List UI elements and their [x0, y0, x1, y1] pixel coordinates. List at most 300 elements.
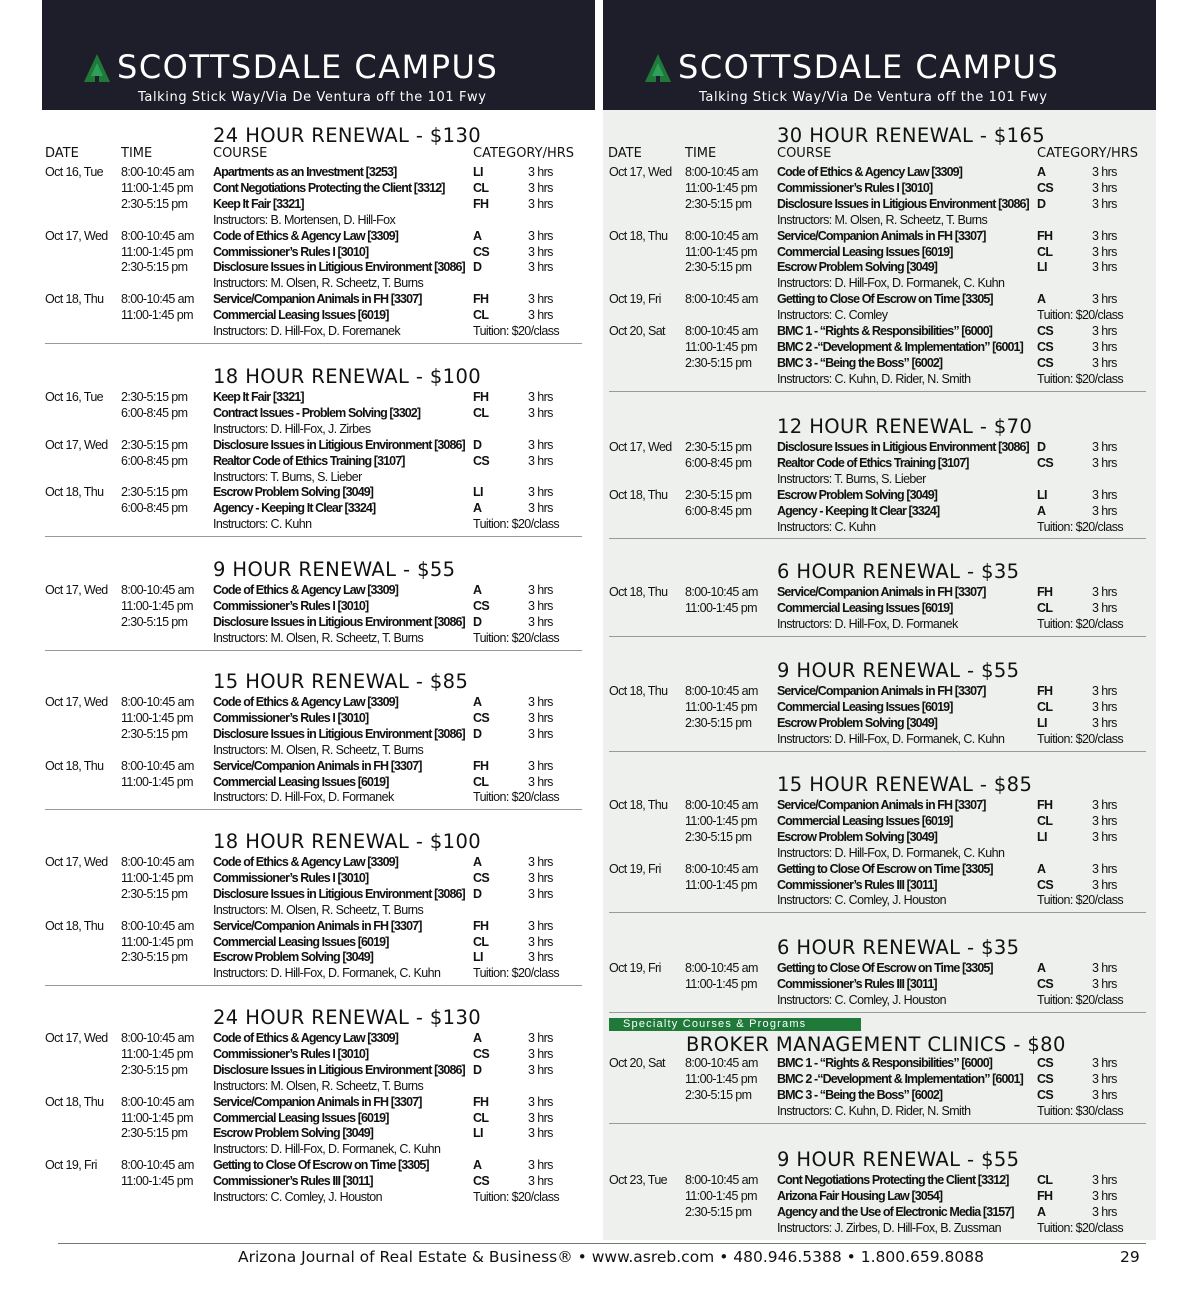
category-cell: CL — [473, 180, 489, 195]
course-row — [42, 405, 582, 421]
instructors-cell: Instructors: T. Burns, S. Lieber — [777, 471, 926, 486]
hours-cell: 3 hrs — [1092, 292, 1117, 307]
category-cell: CL — [473, 405, 489, 420]
time-cell: 2:30-5:15 pm — [121, 1126, 188, 1141]
date-cell: Oct 18, Thu — [45, 292, 104, 307]
date-cell: Oct 17, Wed — [45, 583, 108, 597]
instructors-cell: Instructors: C. Kuhn, D. Rider, N. Smith — [777, 371, 971, 386]
category-cell: CL — [473, 774, 489, 789]
hours-cell: 3 hrs — [528, 855, 553, 869]
time-cell: 8:00-10:45 am — [685, 684, 758, 698]
time-cell: 11:00-1:45 pm — [121, 1046, 193, 1061]
time-cell: 2:30-5:15 pm — [121, 950, 188, 965]
category-cell: FH — [473, 918, 489, 933]
category-cell: CL — [473, 934, 489, 949]
category-cell: LI — [1037, 260, 1047, 275]
instructors-row — [42, 630, 582, 646]
course-row — [606, 715, 1146, 731]
course-cell: Disclosure Issues in Litigious Environment [3086] — [213, 1062, 465, 1077]
course-row — [42, 1125, 582, 1141]
hours-cell: 3 hrs — [1092, 228, 1117, 243]
hours-cell: 3 hrs — [1092, 324, 1117, 338]
course-row — [606, 439, 1146, 455]
category-cell: D — [473, 726, 482, 741]
hours-cell: 3 hrs — [528, 196, 553, 211]
category-cell: CS — [1037, 877, 1054, 892]
section-title: 12 HOUR RENEWAL - $70 — [777, 415, 1033, 438]
course-row — [606, 455, 1146, 471]
section-divider — [609, 912, 1146, 913]
course-cell: Getting to Close Of Escrow on Time [3305] — [213, 1158, 429, 1173]
course-row — [606, 1204, 1146, 1220]
section-divider — [609, 1123, 1146, 1124]
footer-divider — [58, 1243, 1146, 1244]
campus-subtitle: Talking Stick Way/Via De Ventura off the 101 Fwy — [138, 90, 487, 105]
course-cell: Commissioner’s Rules III [3011] — [213, 1174, 373, 1189]
hours-cell: 3 hrs — [528, 1174, 553, 1189]
time-cell: 2:30-5:15 pm — [685, 715, 752, 730]
course-cell: BMC 3 - “Being the Boss” [6002] — [777, 1087, 943, 1102]
tuition-cell: Tuition: $20/class — [1037, 616, 1124, 631]
course-cell: Code of Ethics & Agency Law [3309] — [213, 1031, 398, 1045]
category-cell: CS — [1037, 324, 1054, 338]
course-row — [42, 453, 582, 469]
time-cell: 11:00-1:45 pm — [121, 1110, 193, 1125]
time-cell: 11:00-1:45 pm — [685, 1188, 757, 1203]
time-cell: 2:30-5:15 pm — [685, 1087, 752, 1102]
date-cell: Oct 18, Thu — [609, 798, 668, 812]
category-cell: LI — [473, 950, 483, 965]
hours-cell: 3 hrs — [528, 1126, 553, 1141]
course-cell: Cont Negotiations Protecting the Client [3312] — [777, 1173, 1009, 1187]
instructors-row — [42, 421, 582, 437]
date-cell: Oct 17, Wed — [609, 440, 672, 454]
specialty-courses-banner: Specialty Courses & Programs — [609, 1018, 861, 1031]
instructors-cell: Instructors: D. Hill-Fox, D. Formanek — [213, 790, 394, 805]
tuition-cell: Tuition: $20/class — [1037, 371, 1124, 386]
instructors-cell: Instructors: D. Hill-Fox, D. Formanek — [777, 616, 958, 631]
course-row — [606, 683, 1146, 699]
instructors-row — [42, 742, 582, 758]
page-number: 29 — [1120, 1248, 1140, 1266]
date-cell: Oct 18, Thu — [609, 487, 668, 502]
hours-cell: 3 hrs — [528, 774, 553, 789]
time-cell: 6:00-8:45 pm — [121, 453, 188, 468]
course-cell: Commercial Leasing Issues [6019] — [777, 699, 953, 714]
time-cell: 8:00-10:45 am — [121, 228, 194, 243]
category-cell: CS — [473, 710, 490, 725]
category-cell: CS — [1037, 976, 1054, 991]
course-row — [606, 180, 1146, 196]
time-cell: 2:30-5:15 pm — [121, 390, 188, 404]
instructors-cell: Instructors: M. Olsen, R. Scheetz, T. Burns — [213, 630, 424, 645]
course-row — [606, 259, 1146, 275]
category-cell: D — [1037, 440, 1046, 454]
hours-cell: 3 hrs — [528, 292, 553, 307]
course-cell: Code of Ethics & Agency Law [3309] — [213, 583, 398, 597]
course-cell: Commercial Leasing Issues [6019] — [213, 774, 389, 789]
course-cell: Service/Companion Animals in FH [3307] — [777, 684, 986, 698]
course-row — [42, 758, 582, 774]
time-cell: 2:30-5:15 pm — [121, 614, 188, 629]
date-cell: Oct 17, Wed — [45, 695, 108, 709]
hours-cell: 3 hrs — [528, 501, 553, 516]
hours-cell: 3 hrs — [528, 583, 553, 597]
instructors-row — [42, 789, 582, 805]
instructors-row — [42, 516, 582, 532]
date-column-header: DATE — [608, 146, 642, 161]
hours-cell: 3 hrs — [528, 1110, 553, 1125]
category-cell: CS — [1037, 1087, 1054, 1102]
time-cell: 11:00-1:45 pm — [685, 699, 757, 714]
category-cell: CS — [1037, 1056, 1054, 1070]
course-cell: Disclosure Issues in Litigious Environment [3086] — [213, 614, 465, 629]
course-cell: Arizona Fair Housing Law [3054] — [777, 1188, 943, 1203]
hours-cell: 3 hrs — [1092, 715, 1117, 730]
category-cell: FH — [473, 292, 489, 307]
instructors-row — [606, 371, 1146, 387]
category-cell: CL — [1037, 813, 1053, 828]
course-cell: Commercial Leasing Issues [6019] — [213, 308, 389, 323]
date-cell: Oct 19, Fri — [45, 1158, 97, 1173]
course-row — [42, 614, 582, 630]
time-cell: 2:30-5:15 pm — [121, 196, 188, 211]
hours-cell: 3 hrs — [528, 260, 553, 275]
date-column-header: DATE — [45, 146, 79, 161]
time-cell: 11:00-1:45 pm — [121, 710, 193, 725]
hours-cell: 3 hrs — [1092, 699, 1117, 714]
instructors-row — [606, 992, 1146, 1008]
instructors-row — [42, 212, 582, 228]
hours-cell: 3 hrs — [528, 710, 553, 725]
hours-cell: 3 hrs — [528, 598, 553, 613]
instructors-row — [42, 275, 582, 291]
course-column-header: COURSE — [213, 146, 268, 161]
course-cell: Service/Companion Animals in FH [3307] — [777, 585, 986, 599]
campus-title: SCOTTSDALE CAMPUS — [678, 48, 1060, 86]
instructors-cell: Instructors: M. Olsen, R. Scheetz, T. Burns — [213, 902, 424, 917]
instructors-cell: Instructors: C. Comley, J. Houston — [777, 893, 947, 908]
course-cell: Contract Issues - Problem Solving [3302] — [213, 405, 421, 420]
course-cell: Escrow Problem Solving [3049] — [777, 487, 938, 502]
course-row — [42, 389, 582, 405]
category-cell: FH — [473, 758, 489, 773]
category-cell: D — [473, 886, 482, 901]
section-title: 24 HOUR RENEWAL - $130 — [213, 124, 482, 147]
instructors-cell: Instructors: C. Kuhn, D. Rider, N. Smith — [777, 1103, 971, 1118]
course-cell: Realtor Code of Ethics Training [3107] — [777, 455, 969, 470]
instructors-cell: Instructors: C. Comley — [777, 308, 888, 323]
course-cell: Commissioner’s Rules I [3010] — [213, 244, 369, 259]
course-cell: Commissioner’s Rules I [3010] — [213, 1046, 369, 1061]
course-row — [606, 813, 1146, 829]
category-cell: CS — [473, 453, 490, 468]
section-divider — [45, 536, 582, 537]
category-cell: LI — [1037, 829, 1047, 844]
course-row — [42, 291, 582, 307]
course-cell: Escrow Problem Solving [3049] — [777, 260, 938, 275]
hours-cell: 3 hrs — [1092, 1056, 1117, 1070]
course-cell: Commercial Leasing Issues [6019] — [777, 600, 953, 615]
course-row — [606, 291, 1146, 307]
course-cell: Commissioner’s Rules III [3011] — [777, 976, 937, 991]
hours-cell: 3 hrs — [1092, 1188, 1117, 1203]
instructors-row — [606, 275, 1146, 291]
course-cell: Disclosure Issues in Litigious Environment [3086] — [213, 726, 465, 741]
hours-cell: 3 hrs — [528, 228, 553, 243]
instructors-row — [606, 471, 1146, 487]
instructors-row — [606, 1220, 1146, 1236]
section-title: 6 HOUR RENEWAL - $35 — [777, 560, 1020, 583]
instructors-row — [606, 892, 1146, 908]
category-cell: A — [1037, 165, 1046, 179]
time-cell: 8:00-10:45 am — [121, 165, 194, 179]
tuition-cell: Tuition: $20/class — [1037, 731, 1124, 746]
hours-cell: 3 hrs — [1092, 440, 1117, 454]
course-cell: Commissioner’s Rules I [3010] — [213, 598, 369, 613]
category-cell: LI — [473, 1126, 483, 1141]
campus-subtitle: Talking Stick Way/Via De Ventura off the 101 Fwy — [699, 90, 1048, 105]
course-row — [606, 1087, 1146, 1103]
category-cell: CS — [473, 244, 490, 259]
time-cell: 2:30-5:15 pm — [685, 260, 752, 275]
course-row — [606, 797, 1146, 813]
hours-cell: 3 hrs — [1092, 455, 1117, 470]
course-row — [42, 886, 582, 902]
time-cell: 2:30-5:15 pm — [685, 440, 752, 454]
category-cell: A — [473, 695, 482, 709]
footer-text: Arizona Journal of Real Estate & Business® • www.asreb.com • 480.946.5388 • 1.800.659.8088 — [238, 1248, 985, 1266]
course-row — [42, 598, 582, 614]
section-divider — [45, 650, 582, 651]
time-cell: 8:00-10:45 am — [685, 1173, 758, 1187]
instructors-cell: Instructors: C. Comley, J. Houston — [213, 1190, 383, 1204]
instructors-row — [42, 323, 582, 339]
date-cell: Oct 19, Fri — [609, 961, 661, 975]
category-cell: LI — [473, 165, 483, 179]
hours-cell: 3 hrs — [528, 870, 553, 885]
time-cell: 6:00-8:45 pm — [685, 503, 752, 518]
hours-cell: 3 hrs — [1092, 1204, 1117, 1219]
course-cell: Escrow Problem Solving [3049] — [213, 1126, 374, 1141]
time-cell: 6:00-8:45 pm — [685, 455, 752, 470]
course-cell: Getting to Close Of Escrow on Time [3305] — [777, 292, 993, 307]
time-cell: 11:00-1:45 pm — [121, 1174, 193, 1189]
category-cell: D — [473, 1062, 482, 1077]
category-cell: A — [1037, 961, 1046, 975]
hours-cell: 3 hrs — [1092, 877, 1117, 892]
course-cell: Code of Ethics & Agency Law [3309] — [213, 695, 398, 709]
course-cell: Getting to Close Of Escrow on Time [3305] — [777, 861, 993, 876]
section-divider — [609, 1012, 1146, 1013]
date-cell: Oct 18, Thu — [45, 918, 104, 933]
instructors-row — [606, 307, 1146, 323]
category-cell: FH — [1037, 1188, 1053, 1203]
course-cell: Disclosure Issues in Litigious Environment [3086] — [213, 260, 465, 275]
course-cell: Agency - Keeping It Clear [3324] — [777, 503, 940, 518]
instructors-row — [42, 1078, 582, 1094]
section-title: 15 HOUR RENEWAL - $85 — [777, 773, 1033, 796]
category-cell: CL — [1037, 244, 1053, 259]
section-title: 30 HOUR RENEWAL - $165 — [777, 124, 1046, 147]
instructors-cell: Instructors: B. Mortensen, D. Hill-Fox — [213, 212, 396, 227]
course-cell: Code of Ethics & Agency Law [3309] — [213, 855, 398, 869]
time-cell: 8:00-10:45 am — [121, 695, 194, 709]
time-cell: 8:00-10:45 am — [121, 1031, 194, 1045]
course-cell: Service/Companion Animals in FH [3307] — [213, 1094, 422, 1109]
category-column-header: CATEGORY/HRS — [1037, 146, 1139, 161]
section-title: 24 HOUR RENEWAL - $130 — [213, 1006, 482, 1029]
hours-cell: 3 hrs — [528, 405, 553, 420]
section-divider — [609, 636, 1146, 637]
course-row — [42, 228, 582, 244]
instructors-cell: Instructors: D. Hill-Fox, D. Formanek, C. Kuhn — [777, 731, 1005, 746]
date-cell: Oct 17, Wed — [45, 855, 108, 869]
course-row — [606, 1071, 1146, 1087]
course-cell: Commissioner’s Rules I [3010] — [213, 870, 369, 885]
time-cell: 11:00-1:45 pm — [685, 877, 757, 892]
section-divider — [45, 985, 582, 986]
hours-cell: 3 hrs — [1092, 487, 1117, 502]
category-cell: CL — [473, 1110, 489, 1125]
course-cell: Keep It Fair [3321] — [213, 196, 304, 211]
course-cell: Agency - Keeping It Clear [3324] — [213, 501, 376, 516]
course-cell: Agency and the Use of Electronic Media [3157] — [777, 1204, 1014, 1219]
tuition-cell: Tuition: $20/class — [473, 790, 560, 805]
course-row — [606, 584, 1146, 600]
course-cell: Commissioner’s Rules I [3010] — [213, 710, 369, 725]
category-cell: FH — [1037, 684, 1053, 698]
course-row — [42, 484, 582, 500]
course-cell: Code of Ethics & Agency Law [3309] — [213, 228, 398, 243]
course-row — [42, 870, 582, 886]
left-column — [42, 0, 595, 1204]
instructors-cell: Instructors: D. Hill-Fox, D. Formanek, C. Kuhn — [777, 276, 1005, 291]
course-cell: Commercial Leasing Issues [6019] — [213, 1110, 389, 1125]
instructors-cell: Instructors: C. Comley, J. Houston — [777, 992, 947, 1007]
tuition-cell: Tuition: $20/class — [473, 324, 560, 338]
section-divider — [45, 343, 582, 344]
course-row — [42, 854, 582, 870]
instructors-row — [606, 519, 1146, 535]
time-cell: 11:00-1:45 pm — [121, 244, 193, 259]
section-title: 18 HOUR RENEWAL - $100 — [213, 365, 482, 388]
course-cell: Commissioner’s Rules III [3011] — [777, 877, 937, 892]
hours-cell: 3 hrs — [1092, 244, 1117, 259]
instructors-cell: Instructors: D. Hill-Fox, D. Formanek, C. Kuhn — [777, 845, 1005, 860]
hours-cell: 3 hrs — [1092, 961, 1117, 975]
course-row — [606, 487, 1146, 503]
date-cell: Oct 18, Thu — [609, 684, 668, 698]
course-cell: BMC 1 - “Rights & Responsibilities” [6000] — [777, 1056, 993, 1070]
category-cell: A — [473, 228, 482, 243]
hours-cell: 3 hrs — [528, 1046, 553, 1061]
time-cell: 8:00-10:45 am — [121, 855, 194, 869]
section-divider — [609, 538, 1146, 539]
date-cell: Oct 23, Tue — [609, 1173, 668, 1187]
date-cell: Oct 17, Wed — [609, 165, 672, 179]
course-row — [42, 934, 582, 950]
category-cell: D — [473, 437, 482, 452]
hours-cell: 3 hrs — [528, 1031, 553, 1045]
category-cell: CS — [1037, 455, 1054, 470]
time-cell: 8:00-10:45 am — [121, 583, 194, 597]
section-title: 9 HOUR RENEWAL - $55 — [777, 659, 1020, 682]
course-cell: Realtor Code of Ethics Training [3107] — [213, 453, 405, 468]
section-title: 9 HOUR RENEWAL - $55 — [213, 558, 456, 581]
hours-cell: 3 hrs — [528, 1094, 553, 1109]
hours-cell: 3 hrs — [1092, 165, 1117, 179]
instructors-row — [606, 1103, 1146, 1119]
course-row — [42, 180, 582, 196]
hours-cell: 3 hrs — [1092, 196, 1117, 211]
time-cell: 2:30-5:15 pm — [121, 485, 188, 500]
course-row — [42, 244, 582, 260]
course-row — [606, 503, 1146, 519]
course-row — [606, 976, 1146, 992]
hours-cell: 3 hrs — [528, 950, 553, 965]
date-cell: Oct 18, Thu — [45, 485, 104, 500]
course-row — [606, 1188, 1146, 1204]
hours-cell: 3 hrs — [528, 390, 553, 404]
category-cell: CL — [1037, 699, 1053, 714]
course-cell: Service/Companion Animals in FH [3307] — [213, 918, 422, 933]
instructors-cell: Instructors: T. Burns, S. Lieber — [213, 469, 362, 484]
hours-cell: 3 hrs — [528, 886, 553, 901]
category-cell: CS — [1037, 1071, 1054, 1086]
course-row — [42, 164, 582, 180]
time-cell: 6:00-8:45 pm — [121, 501, 188, 516]
section-title: BROKER MANAGEMENT CLINICS - $80 — [686, 1033, 1066, 1056]
date-cell: Oct 17, Wed — [45, 228, 108, 243]
hours-cell: 3 hrs — [528, 437, 553, 452]
time-cell: 11:00-1:45 pm — [121, 870, 193, 885]
hours-cell: 3 hrs — [528, 308, 553, 323]
course-row — [42, 582, 582, 598]
instructors-cell: Instructors: D. Hill-Fox, D. Formanek, C. Kuhn — [213, 1142, 441, 1157]
time-cell: 11:00-1:45 pm — [685, 1071, 757, 1086]
category-cell: CS — [473, 598, 490, 613]
time-cell: 11:00-1:45 pm — [121, 774, 193, 789]
hours-cell: 3 hrs — [528, 165, 553, 179]
instructors-row — [606, 616, 1146, 632]
tuition-cell: Tuition: $20/class — [1037, 519, 1124, 534]
category-column-header: CATEGORY/HRS — [473, 146, 575, 161]
course-cell: Disclosure Issues in Litigious Environment [3086] — [213, 886, 465, 901]
hours-cell: 3 hrs — [1092, 1071, 1117, 1086]
course-cell: Disclosure Issues in Litigious Environment [3086] — [777, 196, 1029, 211]
category-cell: CL — [1037, 600, 1053, 615]
hours-cell: 3 hrs — [1092, 684, 1117, 698]
category-cell: CS — [1037, 180, 1054, 195]
time-cell: 11:00-1:45 pm — [121, 934, 193, 949]
time-cell: 8:00-10:45 am — [121, 292, 194, 307]
category-cell: D — [473, 260, 482, 275]
hours-cell: 3 hrs — [528, 244, 553, 259]
hours-cell: 3 hrs — [528, 934, 553, 949]
category-cell: D — [473, 614, 482, 629]
category-cell: A — [473, 1031, 482, 1045]
instructors-row — [606, 731, 1146, 747]
tuition-cell: Tuition: $20/class — [1037, 1220, 1124, 1235]
date-cell: Oct 18, Thu — [609, 228, 668, 243]
course-row — [42, 1046, 582, 1062]
campus-header — [42, 0, 595, 110]
course-cell: Commercial Leasing Issues [6019] — [213, 934, 389, 949]
hours-cell: 3 hrs — [1092, 180, 1117, 195]
course-row — [42, 1030, 582, 1046]
instructors-cell: Instructors: M. Olsen, R. Scheetz, T. Burns — [213, 742, 424, 757]
